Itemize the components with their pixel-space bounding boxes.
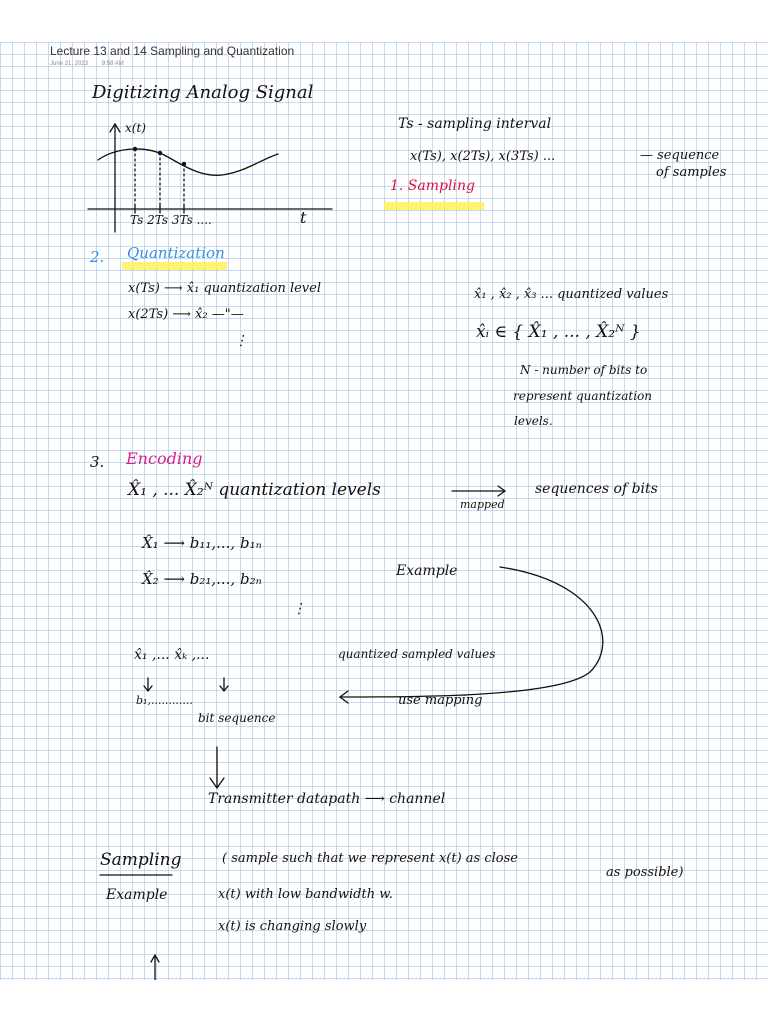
page-time: 9:58 AM [101,61,124,67]
notes-heading: Digitizing Analog Signal [92,82,314,103]
example-line-2: x(t) is changing slowly [218,919,367,934]
n-definition-2: represent quantization [513,389,653,403]
sampling-highlight [384,202,484,210]
example-heading: Example [106,887,168,903]
sequence-note-1: — sequence [640,148,720,163]
mapping-row-1: X̂₁ ⟶ b₁₁,..., b₁ₙ [142,534,262,552]
ink-strokes [0,42,768,980]
quantization-highlight [122,262,227,270]
encoding-mapped: mapped [460,498,505,511]
sampling-note-1: ( sample such that we represent x(t) as close [222,851,518,866]
page-title: Lecture 13 and 14 Sampling and Quantization [50,44,295,58]
samples-sequence: x(Ts), x(2Ts), x(3Ts) ... [410,149,556,164]
quantization-row-1: x(Ts) ⟶ x̂₁ quantization level [128,281,322,296]
n-definition-3: levels. [514,414,553,428]
encoding-levels: X̂₁ , ... X̂₂ᴺ quantization levels [128,480,381,500]
n-definition-1: N - number of bits to [520,363,648,377]
graph-ticks: Ts 2Ts 3Ts .... [130,213,212,227]
quantization-row-2: x(2Ts) ⟶ x̂₂ —"— [128,307,244,322]
quantized-samples-label: quantized sampled values [338,647,496,661]
encoding-target: sequences of bits [535,481,658,497]
quantization-dots: ⋮ [234,333,248,349]
graph-y-label: x(t) [125,121,146,135]
step2-number: 2. [90,248,105,266]
notebook-page [0,42,768,980]
mapping-dots: ⋮ [292,601,306,617]
step3-number: 3. [90,453,105,471]
signal-curve [98,149,278,175]
sampling-note-2: as possible) [606,865,684,880]
step1-label: 1. Sampling [390,178,475,194]
quantized-values: x̂₁ , x̂₂ , x̂₃ ... quantized values [474,287,669,302]
sequence-note-2: of samples [656,165,727,180]
bit-sequence-label: bit sequence [198,711,276,725]
example-label: Example [396,563,458,579]
ts-definition: Ts - sampling interval [398,116,552,132]
mapping-row-2: X̂₂ ⟶ b₂₁,..., b₂ₙ [142,570,262,588]
quantized-set: x̂ᵢ ∈ { X̂₁ , ... , X̂₂ᴺ } [476,322,641,342]
page-date: June 21, 2023 [50,61,89,67]
graph-x-label: t [300,208,307,227]
example-line-1: x(t) with low bandwidth w. [218,887,393,902]
step3-label: Encoding [126,449,203,468]
quantized-samples-row: x̂₁ ,... x̂ₖ ,... [134,647,210,663]
sampling-heading: Sampling [100,850,182,870]
use-mapping-label: use mapping [398,693,483,708]
step2-label: Quantization [127,244,225,262]
transmitter-row: Transmitter datapath ⟶ channel [208,791,446,807]
bits-row: b₁,............ [136,694,193,707]
